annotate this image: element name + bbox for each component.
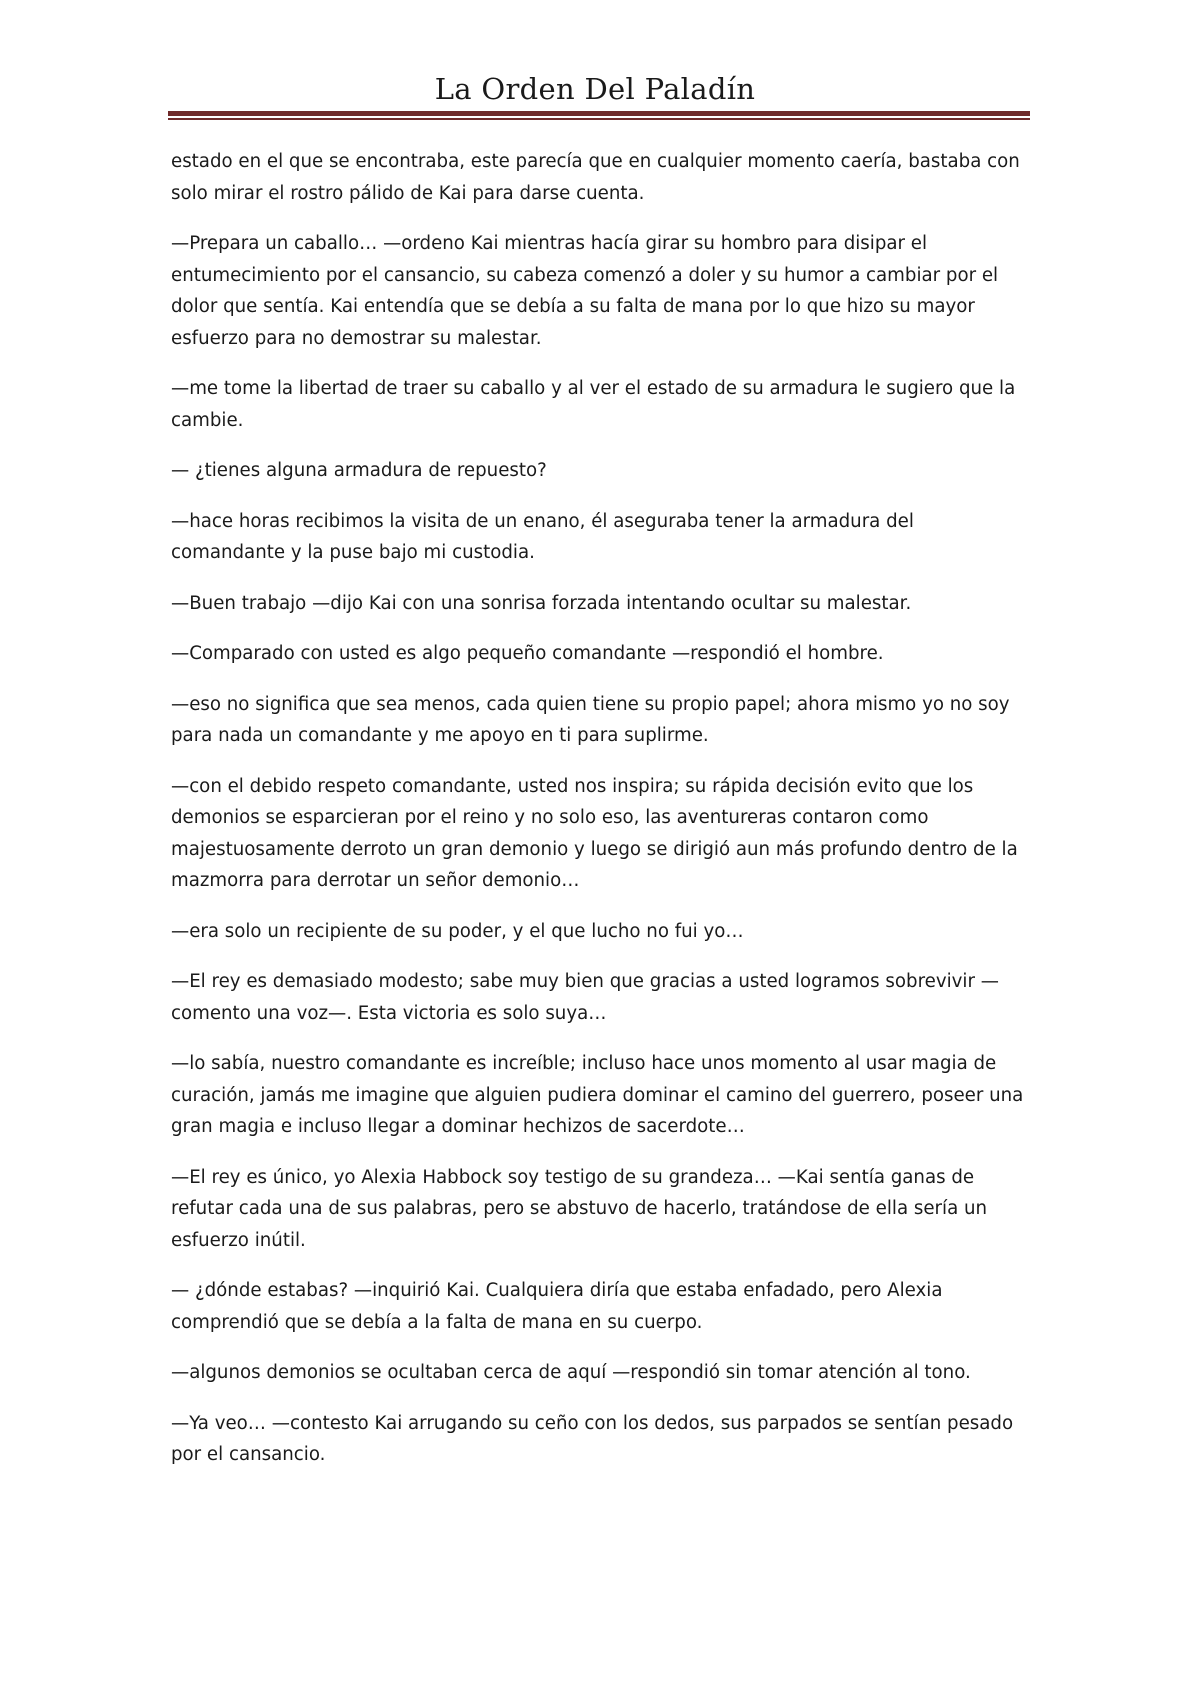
paragraph: —Buen trabajo —dijo Kai con una sonrisa forzada intentando ocultar su malestar. (171, 592, 912, 614)
paragraph: —Prepara un caballo… —ordeno Kai mientras hacía girar su hombro para disipar el entumecimiento por el cansancio, su cabeza comenzó a doler y su humor a cambiar por el dolor que sentía. Kai entendía que se debía a su falta de mana por lo que hizo su mayor esfuerzo para no demostrar su malestar. (171, 233, 999, 349)
paragraph: —eso no significa que sea menos, cada quien tiene su propio papel; ahora mismo yo no soy para nada un comandante y me apoyo en ti para suplirme. (171, 693, 1010, 746)
paragraph: —me tome la libertad de traer su caballo y al ver el estado de su armadura le sugiero que la cambie. (171, 378, 1016, 431)
paragraph: estado en el que se encontraba, este parecía que en cualquier momento caería, bastaba con solo mirar el rostro pálido de Kai para darse cuenta. (171, 151, 1020, 204)
header-rule-thick (168, 111, 1030, 116)
paragraph: —hace horas recibimos la visita de un enano, él aseguraba tener la armadura del comandante y la puse bajo mi custodia. (171, 510, 914, 563)
body-text (171, 146, 1031, 1490)
page-header-title: La Orden Del Paladín (434, 72, 756, 106)
header-rule-thin (168, 118, 1030, 120)
paragraph: —El rey es demasiado modesto; sabe muy bien que gracias a usted logramos sobrevivir — comento una voz—. Esta victoria es solo suya… (171, 971, 999, 1024)
paragraph: —era solo un recipiente de su poder, y el que lucho no fui yo… (171, 920, 744, 942)
paragraph: — ¿tienes alguna armadura de repuesto? (171, 460, 547, 481)
paragraph: —lo sabía, nuestro comandante es increíble; incluso hace unos momento al usar magia de curación, jamás me imagine que alguien pudiera dominar el camino del guerrero, poseer una gran magia e incluso llegar a dominar hechizos de sacerdote… (171, 1053, 1024, 1137)
paragraph: —El rey es único, yo Alexia Habbock soy testigo de su grandeza… —Kai sentía ganas de refutar cada una de sus palabras, pero se abstuvo de hacerlo, tratándose de ella sería un esfuerzo inútil. (171, 1166, 988, 1251)
paragraph: —con el debido respeto comandante, usted nos inspira; su rápida decisión evito que los demonios se esparcieran por el reino y no solo eso, las aventureras contaron como majestuosamente derroto un gran demonio y luego se dirigió aun más profundo dentro de la mazmorra para derrotar un señor demonio… (171, 775, 1018, 891)
paragraph: — ¿dónde estabas? —inquirió Kai. Cualquiera diría que estaba enfadado, pero Alexia comprendió que se debía a la falta de mana en su cuerpo. (171, 1280, 943, 1333)
paragraph: —Comparado con usted es algo pequeño comandante —respondió el hombre. (171, 643, 884, 664)
paragraph: —algunos demonios se ocultaban cerca de aquí —respondió sin tomar atención al tono. (171, 1362, 971, 1383)
paragraph: —Ya veo… —contesto Kai arrugando su ceño con los dedos, sus parpados se sentían pesado por el cansancio. (171, 1412, 1014, 1465)
